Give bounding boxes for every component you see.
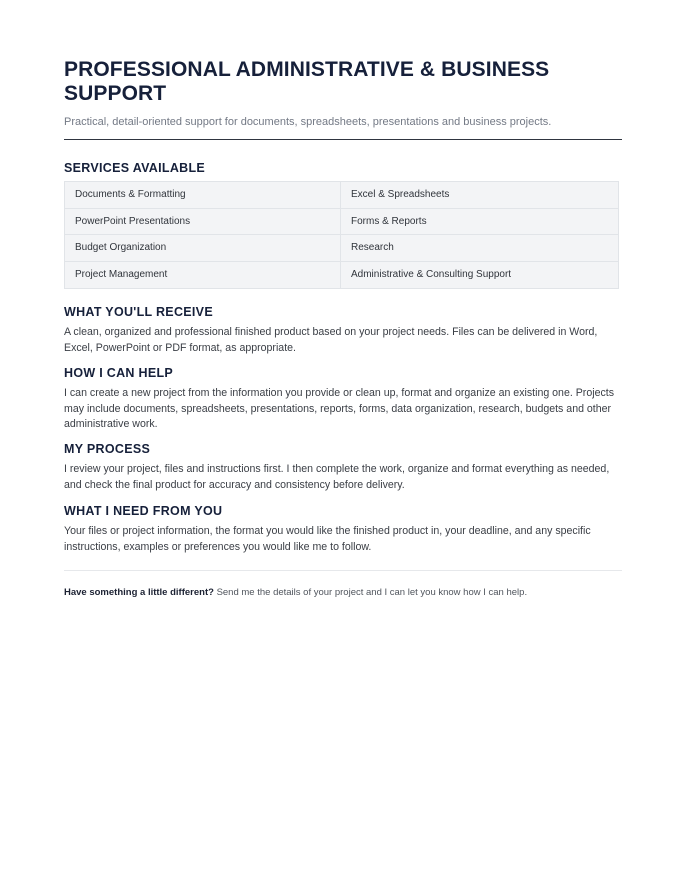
service-cell: Budget Organization [65, 235, 341, 262]
footer-lead: Have something a little different? [64, 587, 214, 598]
receive-section [64, 304, 622, 356]
service-cell: Documents & Formatting [65, 182, 341, 209]
process-section [64, 441, 622, 493]
help-body: I can create a new project from the information you provide or clean up, format and organize an existing one. Projects may include documents, spreadsheets, presentations, reports, forms, data organization, research, budgets and other administrative work. [64, 387, 614, 431]
header-divider [64, 139, 622, 140]
footer-text: Send me the details of your project and I can let you know how I can help. [216, 587, 528, 598]
receive-body: A clean, organized and professional finished product based on your project needs. Files can be delivered in Word, Excel, PowerPoint or PDF format, as appropriate. [64, 326, 598, 354]
receive-heading: WHAT YOU'LL RECEIVE [64, 305, 213, 319]
help-section [64, 365, 622, 433]
service-cell: PowerPoint Presentations [65, 209, 341, 236]
services-table [64, 181, 619, 289]
needs-section [64, 503, 622, 555]
page-subtitle: Practical, detail-oriented support for documents, spreadsheets, presentations and business projects. [64, 116, 552, 128]
page-title: PROFESSIONAL ADMINISTRATIVE & BUSINESS SUPPORT [64, 58, 550, 105]
footer-divider [64, 570, 622, 571]
help-heading: HOW I CAN HELP [64, 366, 174, 380]
needs-body: Your files or project information, the format you would like the finished product in, your deadline, and any specific instructions, examples or preferences you would like me to follow. [64, 525, 591, 553]
document-page [64, 58, 622, 598]
needs-heading: WHAT I NEED FROM YOU [64, 504, 223, 518]
service-cell: Research [341, 235, 618, 262]
process-body: I review your project, files and instructions first. I then complete the work, organize and format everything as needed, and check the final product for accuracy and consistency before delivery. [64, 463, 610, 491]
services-heading: SERVICES AVAILABLE [64, 161, 206, 175]
service-cell: Project Management [65, 262, 341, 289]
service-cell: Administrative & Consulting Support [351, 268, 512, 280]
footer-note [64, 586, 622, 599]
service-cell: Excel & Spreadsheets [341, 182, 618, 209]
process-heading: MY PROCESS [64, 442, 151, 456]
services-section [64, 160, 622, 289]
service-cell: Forms & Reports [341, 209, 618, 236]
